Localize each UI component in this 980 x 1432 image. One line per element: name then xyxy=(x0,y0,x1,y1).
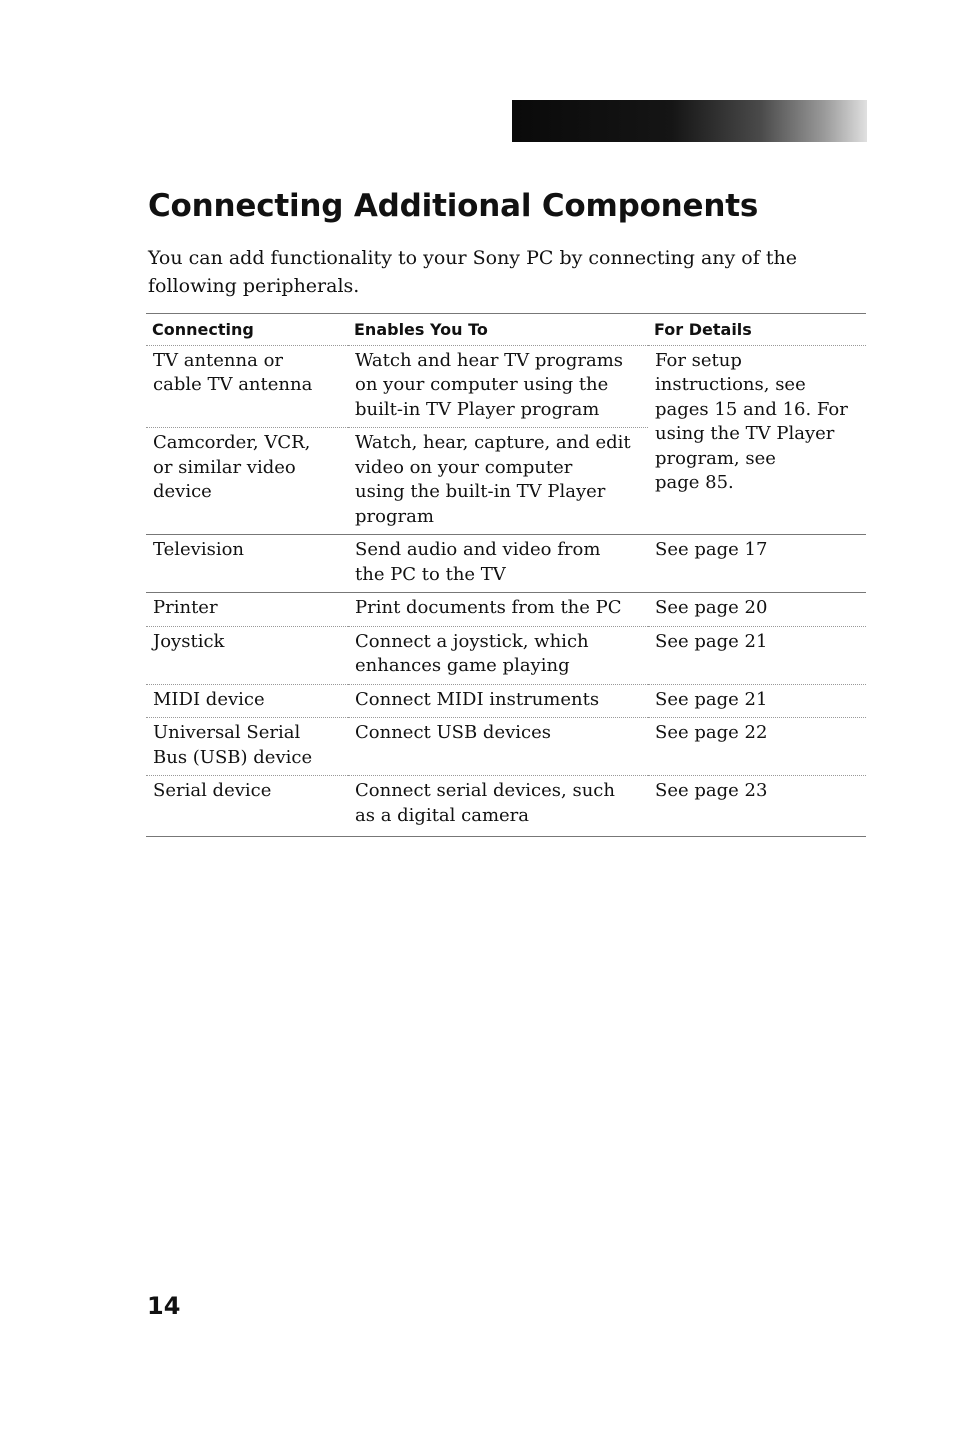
cell-line: Print documents from the PC xyxy=(355,597,622,618)
cell-line: Universal Serial xyxy=(153,722,301,743)
cell-line: pages 15 and 16. For xyxy=(655,398,848,420)
cell-connecting xyxy=(146,684,348,718)
cell-line: instructions, see xyxy=(655,374,806,395)
table-row xyxy=(146,593,866,627)
table-row xyxy=(146,626,866,684)
cell-line: Serial device xyxy=(153,780,272,801)
cell-enables xyxy=(348,684,648,718)
cell-details xyxy=(648,626,866,684)
cell-line: Connect MIDI instruments xyxy=(355,688,600,710)
cell-line: For setup xyxy=(655,349,742,371)
cell-line: See page 17 xyxy=(655,539,768,560)
cell-line: See page 23 xyxy=(655,780,768,801)
cell-line: using the TV Player xyxy=(655,423,835,444)
cell-line: video on your computer xyxy=(355,456,573,478)
cell-connecting xyxy=(146,626,348,684)
column-header-connecting: Connecting xyxy=(146,314,348,346)
intro-line: following peripherals. xyxy=(148,275,360,297)
cell-line: Bus (USB) device xyxy=(153,746,313,768)
cell-line: Television xyxy=(153,539,245,560)
page-title: Connecting Additional Components xyxy=(148,188,759,224)
cell-enables xyxy=(348,345,648,428)
components-table xyxy=(146,313,866,837)
cell-connecting xyxy=(146,593,348,627)
cell-line: Joystick xyxy=(153,630,225,652)
cell-connecting xyxy=(146,428,348,535)
cell-line: See page 22 xyxy=(655,722,768,743)
cell-line: page 85. xyxy=(655,472,734,493)
cell-enables xyxy=(348,593,648,627)
table-row xyxy=(146,345,866,428)
cell-details xyxy=(648,684,866,718)
cell-enables xyxy=(348,718,648,776)
table-row xyxy=(146,684,866,718)
cell-line: built-in TV Player program xyxy=(355,398,600,420)
cell-line: TV antenna or xyxy=(153,349,284,371)
header-band xyxy=(512,100,867,142)
cell-line: Watch, hear, capture, and edit xyxy=(355,432,631,453)
cell-line: MIDI device xyxy=(153,688,265,710)
cell-line: Watch and hear TV programs xyxy=(355,349,624,371)
page-number: 14 xyxy=(147,1292,181,1320)
cell-connecting xyxy=(146,345,348,428)
cell-connecting xyxy=(146,535,348,593)
cell-line: enhances game playing xyxy=(355,655,570,676)
intro-paragraph xyxy=(148,244,848,300)
cell-line: using the built-in TV Player xyxy=(355,481,606,502)
cell-line: or similar video xyxy=(153,456,296,478)
cell-enables xyxy=(348,776,648,837)
cell-line: on your computer using the xyxy=(355,374,609,395)
cell-line: cable TV antenna xyxy=(153,374,313,395)
intro-line: You can add functionality to your Sony PC by connecting any of the xyxy=(148,247,797,269)
table-header-row xyxy=(146,314,866,346)
column-header-enables: Enables You To xyxy=(348,314,648,346)
cell-line: program xyxy=(355,505,434,527)
cell-details xyxy=(648,535,866,593)
cell-line: program, see xyxy=(655,447,776,469)
cell-line: See page 21 xyxy=(655,630,768,652)
column-header-details: For Details xyxy=(648,314,866,346)
cell-line: See page 21 xyxy=(655,688,768,710)
cell-line: as a digital camera xyxy=(355,804,530,826)
cell-connecting xyxy=(146,776,348,837)
cell-details xyxy=(648,593,866,627)
cell-enables xyxy=(348,428,648,535)
cell-connecting xyxy=(146,718,348,776)
cell-details-merged xyxy=(648,345,866,535)
cell-enables xyxy=(348,535,648,593)
cell-line: Connect a joystick, which xyxy=(355,630,589,652)
cell-line: Send audio and video from xyxy=(355,539,601,560)
cell-details xyxy=(648,718,866,776)
cell-details xyxy=(648,776,866,837)
cell-line: Printer xyxy=(153,597,218,618)
cell-line: See page 20 xyxy=(655,597,768,618)
cell-line: Camcorder, VCR, xyxy=(153,432,311,453)
cell-line: device xyxy=(153,481,212,502)
table-row xyxy=(146,535,866,593)
cell-line: Connect serial devices, such xyxy=(355,780,615,801)
cell-line: the PC to the TV xyxy=(355,563,506,585)
cell-enables xyxy=(348,626,648,684)
table-row xyxy=(146,718,866,776)
table-row xyxy=(146,776,866,837)
cell-line: Connect USB devices xyxy=(355,722,552,743)
